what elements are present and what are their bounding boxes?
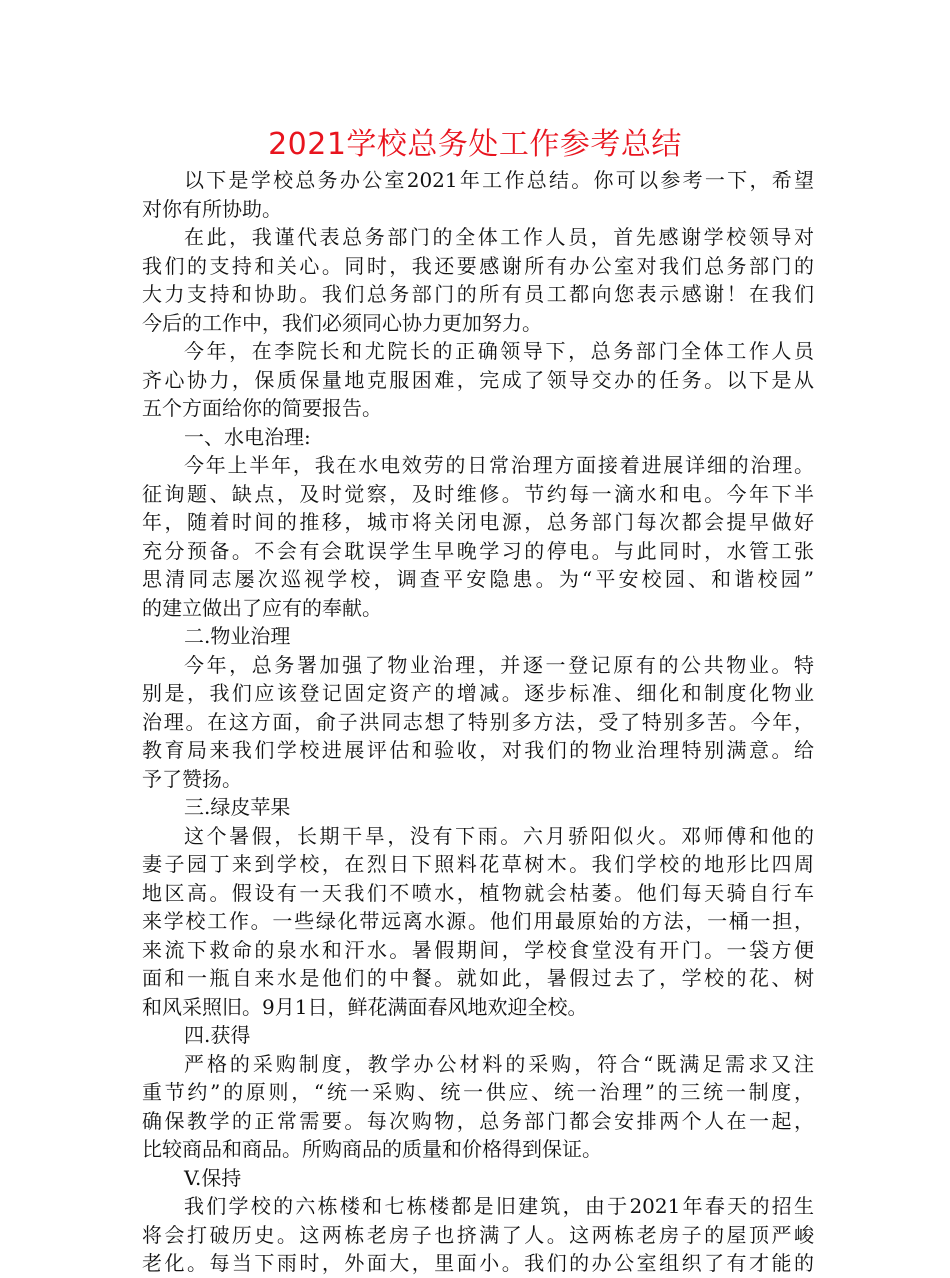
document-body — [142, 166, 814, 1278]
text-line: 年，随着时间的推移，城市将关闭电源，总务部门每次都会提早做好 — [142, 510, 814, 534]
text-line: 思清同志屡次巡视学校，调查平安隐患。为“平安校园、和谐校园” — [142, 567, 814, 591]
text-line: 重节约”的原则，“统一采购、统一供应、统一治理”的三统一制度， — [142, 1080, 814, 1104]
text-line: 教育局来我们学校进展评估和验收，对我们的物业治理特别满意。给 — [142, 738, 814, 762]
text-line: 以下是学校总务办公室2021年工作总结。你可以参考一下，希望 — [184, 168, 814, 192]
text-line: 五个方面给你的简要报告。 — [142, 396, 382, 420]
text-line: 治理。在这方面，俞子洪同志想了特别多方法，受了特别多苦。今年， — [142, 709, 814, 734]
text-line: 确保教学的正常需要。每次购物，总务部门都会安排两个人在一起， — [142, 1108, 814, 1133]
text-line: 妻子园丁来到学校，在烈日下照料花草树木。我们学校的地形比四周 — [142, 852, 814, 876]
text-line: 齐心协力，保质保量地克服困难，完成了领导交办的任务。以下是从 — [142, 367, 814, 392]
text-line: 今后的工作中，我们必须同心协力更加努力。 — [142, 310, 542, 335]
text-line: 征询题、缺点，及时觉察，及时维修。节约每一滴水和电。今年下半 — [142, 481, 814, 506]
text-line: 地区高。假设有一天我们不喷水，植物就会枯萎。他们每天骑自行车 — [142, 880, 814, 905]
document-title: 2021学校总务处工作参考总结 — [268, 127, 682, 162]
text-line: 四.获得 — [184, 1023, 251, 1047]
text-line: 老化。每当下雨时，外面大，里面小。我们的办公室组织了有才能的 — [142, 1251, 814, 1275]
text-line: 这个暑假，长期干旱，没有下雨。六月骄阳似火。邓师傅和他的 — [184, 823, 814, 848]
text-line: 我们学校的六栋楼和七栋楼都是旧建筑，由于2021年春天的招生 — [184, 1194, 814, 1218]
text-line: 来学校工作。一些绿化带远离水源。他们用最原始的方法，一桶一担， — [142, 909, 814, 933]
text-line: 在此，我谨代表总务部门的全体工作人员，首先感谢学校领导对 — [184, 225, 814, 249]
text-line: 今年上半年，我在水电效劳的日常治理方面接着进展详细的治理。 — [184, 453, 814, 477]
text-line: 来流下救命的泉水和汗水。暑假期间，学校食堂没有开门。一袋方便 — [142, 937, 814, 962]
text-line: 一、水电治理: — [184, 424, 311, 449]
text-line: 大力支持和协助。我们总务部门的所有员工都向您表示感谢！在我们 — [142, 282, 814, 306]
text-line: 三.绿皮苹果 — [184, 795, 291, 819]
text-line: 充分预备。不会有会耽误学生早晚学习的停电。与此同时，水管工张 — [142, 538, 814, 563]
text-line: V.保持 — [184, 1165, 242, 1190]
text-line: 对你有所协助。 — [142, 196, 282, 221]
text-line: 的建立做出了应有的奉献。 — [142, 595, 382, 620]
text-line: 和风采照旧。9月1日，鲜花满面春风地欢迎全校。 — [142, 994, 588, 1019]
text-line: 别是，我们应该登记固定资产的增减。逐步标准、细化和制度化物业 — [142, 681, 814, 705]
text-line: 二.物业治理 — [184, 624, 291, 648]
text-line: 今年，总务署加强了物业治理，并逐一登记原有的公共物业。特 — [184, 652, 814, 677]
text-line: 将会打破历史。这两栋老房子也挤满了人。这两栋老房子的屋顶严峻 — [142, 1222, 814, 1247]
text-line: 今年，在李院长和尤院长的正确领导下，总务部门全体工作人员 — [184, 339, 814, 363]
text-line: 比较商品和商品。所购商品的质量和价格得到保证。 — [142, 1137, 602, 1161]
text-line: 予了赞扬。 — [142, 766, 242, 791]
text-line: 我们的支持和关心。同时，我还要感谢所有办公室对我们总务部门的 — [142, 253, 814, 278]
text-line: 严格的采购制度，教学办公材料的采购，符合“既满足需求又注 — [184, 1051, 814, 1076]
text-line: 面和一瓶自来水是他们的中餐。就如此，暑假过去了，学校的花、树 — [142, 966, 814, 990]
